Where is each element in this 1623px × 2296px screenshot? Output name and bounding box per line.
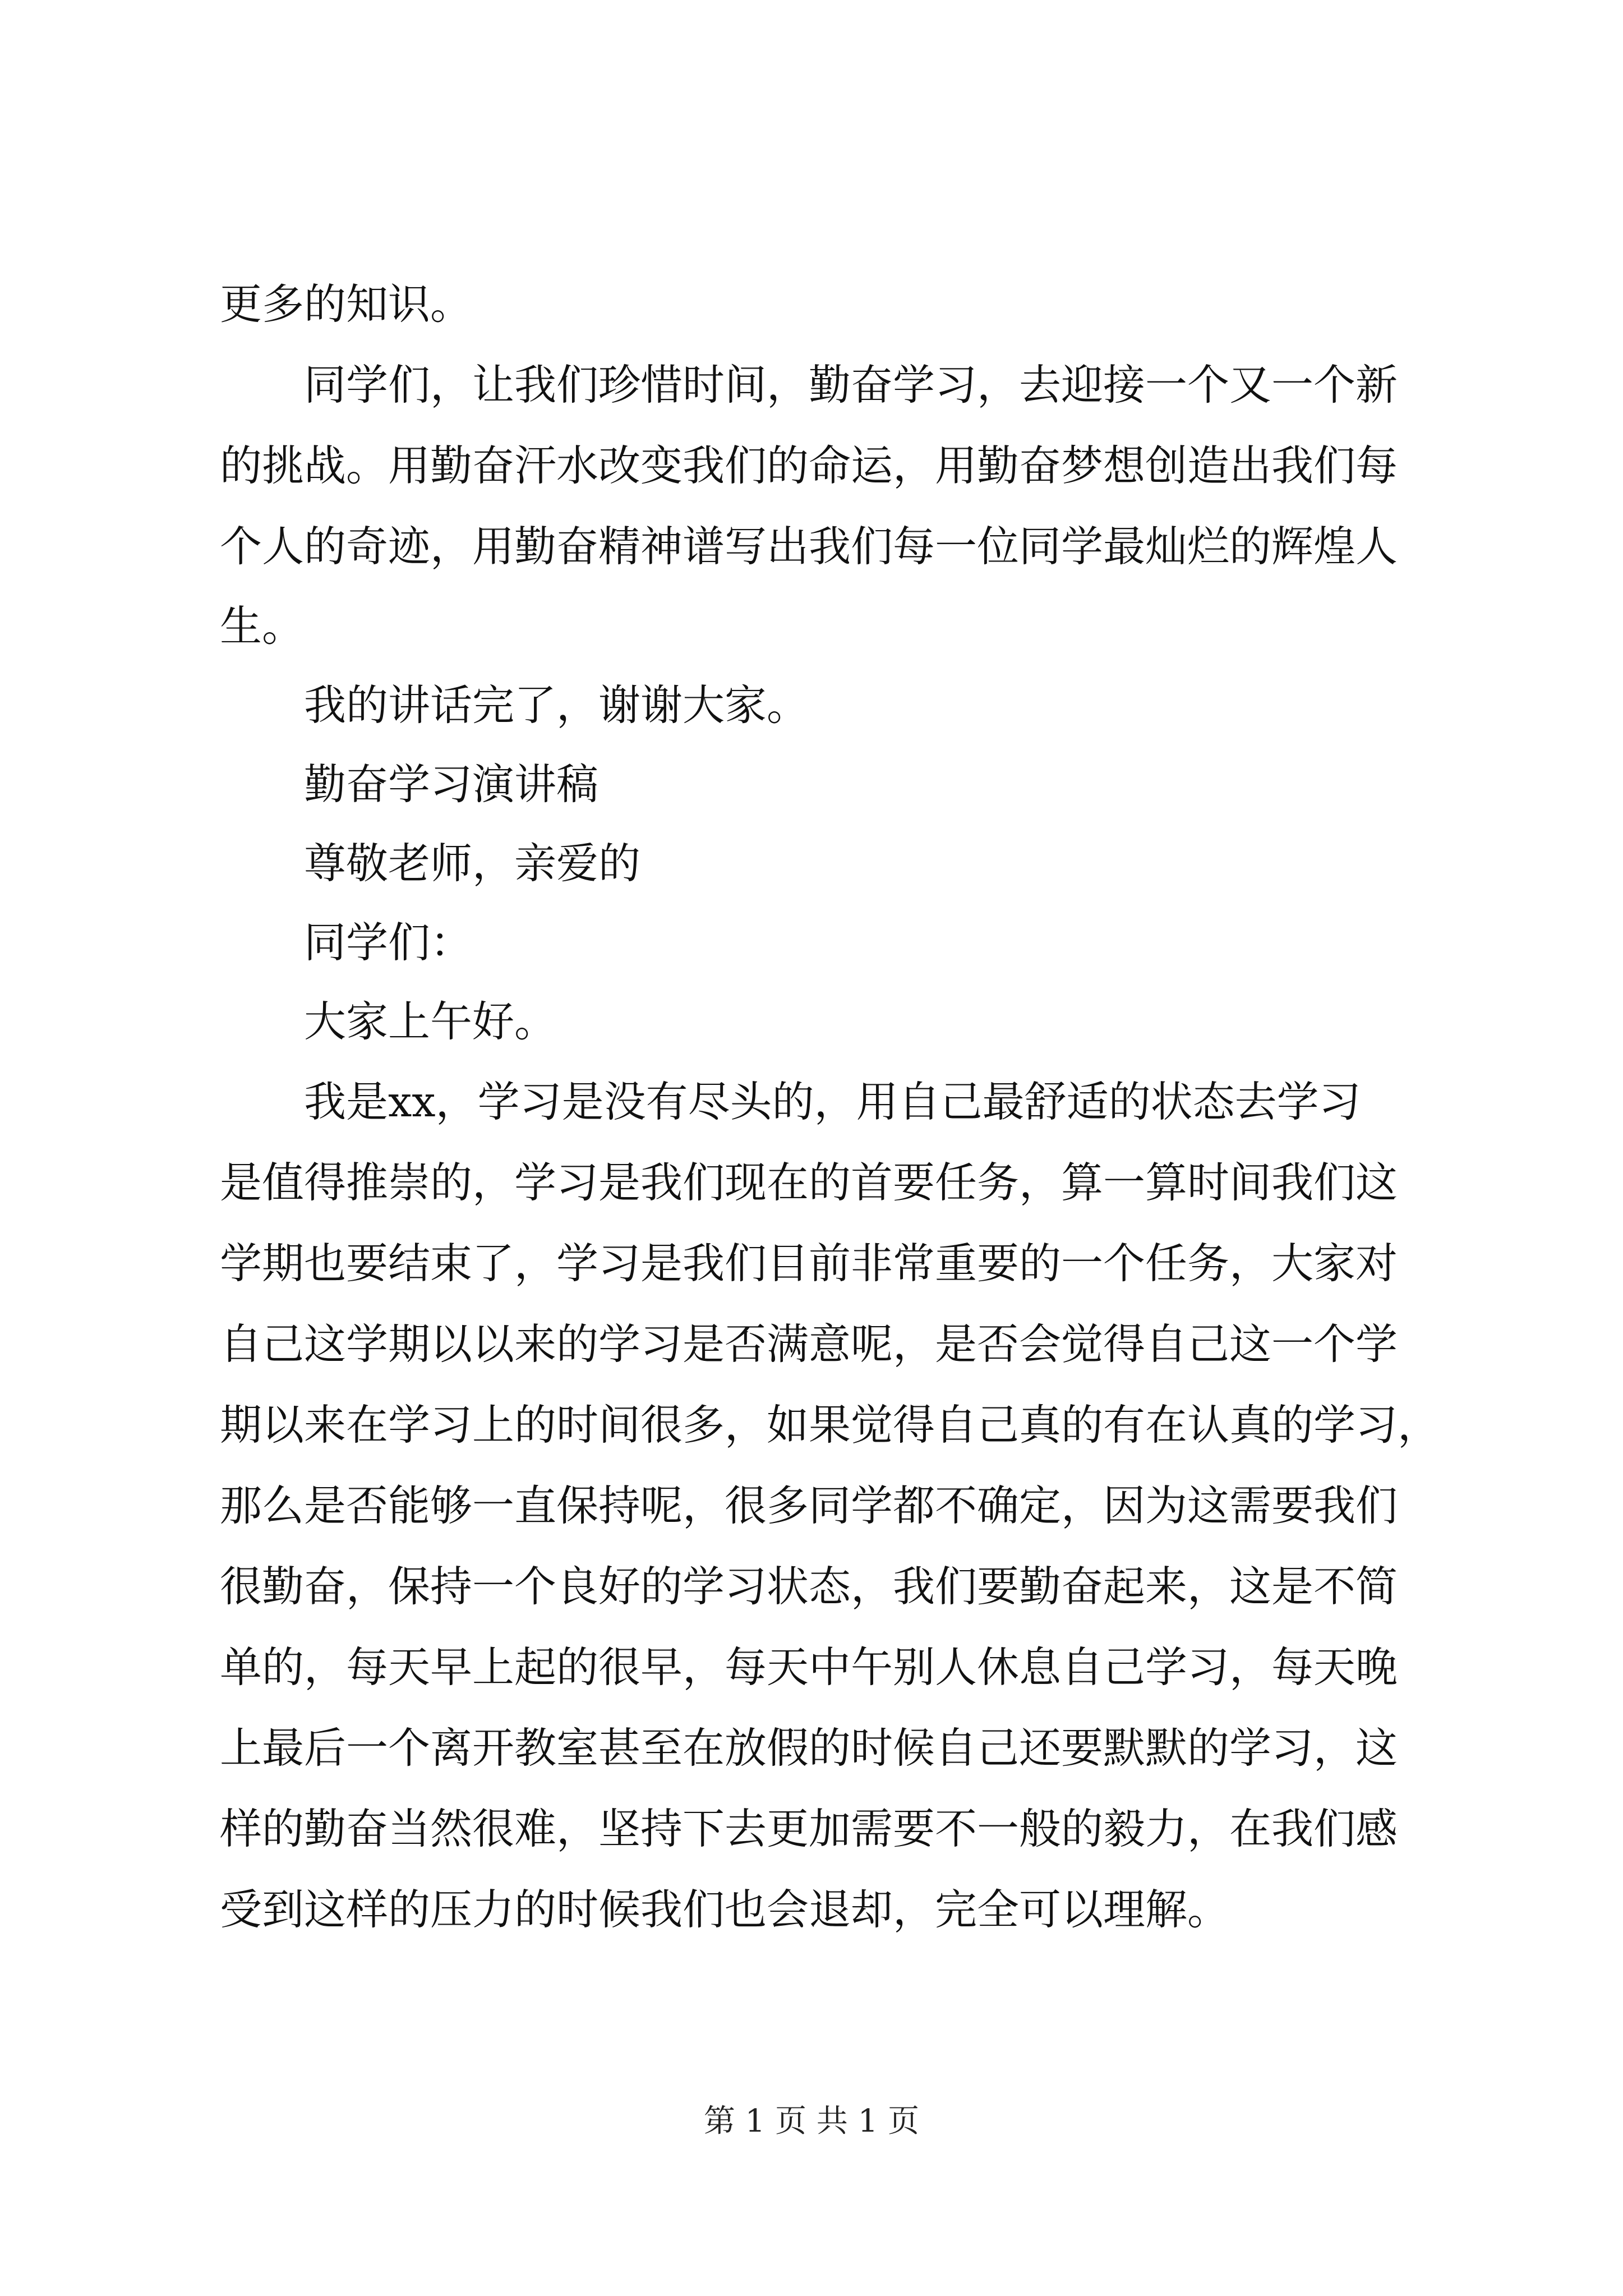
closing-line: 我的讲话完了，谢谢大家。 bbox=[304, 680, 809, 730]
text-line: 个人的奇迹，用勤奋精神谱写出我们每一位同学最灿烂的辉煌人 bbox=[220, 522, 1398, 571]
text-line: 是值得推崇的，学习是我们现在的首要任务，算一算时间我们这 bbox=[220, 1158, 1398, 1207]
text-line: 期以来在学习上的时间很多，如果觉得自己真的有在认真的学习， bbox=[220, 1400, 1440, 1450]
salutation-line: 同学们： bbox=[304, 918, 473, 967]
paragraph-start-line: 同学们，让我们珍惜时间，勤奋学习，去迎接一个又一个新 bbox=[304, 360, 1398, 409]
text-line: 上最后一个离开教室甚至在放假的时候自己还要默默的学习，这 bbox=[220, 1723, 1398, 1773]
text-line: 样的勤奋当然很难，坚持下去更加需要不一般的毅力，在我们感 bbox=[220, 1804, 1398, 1853]
text-line: 学期也要结束了，学习是我们目前非常重要的一个任务，大家对 bbox=[220, 1239, 1398, 1288]
greeting-line: 大家上午好。 bbox=[304, 997, 557, 1046]
text-line: 那么是否能够一直保持呢，很多同学都不确定，因为这需要我们 bbox=[220, 1481, 1398, 1530]
paragraph-start-line: 我是xx，学习是没有尽头的，用自己最舒适的状态去学习 bbox=[304, 1077, 1361, 1126]
text-line: 自己这学期以以来的学习是否满意呢，是否会觉得自己这一个学 bbox=[220, 1319, 1398, 1369]
text-line: 单的，每天早上起的很早，每天中午别人休息自己学习，每天晚 bbox=[220, 1642, 1398, 1692]
speech-title: 勤奋学习演讲稿 bbox=[304, 760, 599, 809]
text-line: 生。 bbox=[220, 601, 305, 651]
page-number-footer: 第 1 页 共 1 页 bbox=[703, 2103, 920, 2139]
text-line: 更多的知识。 bbox=[220, 279, 473, 329]
text-line: 的挑战。用勤奋汗水改变我们的命运，用勤奋梦想创造出我们每 bbox=[220, 441, 1398, 490]
text-line: 很勤奋，保持一个良好的学习状态，我们要勤奋起来，这是不简 bbox=[220, 1562, 1398, 1611]
text-line: 受到这样的压力的时候我们也会退却，完全可以理解。 bbox=[220, 1885, 1230, 1934]
salutation-line: 尊敬老师，亲爱的 bbox=[304, 839, 641, 888]
document-body bbox=[220, 264, 1440, 1950]
